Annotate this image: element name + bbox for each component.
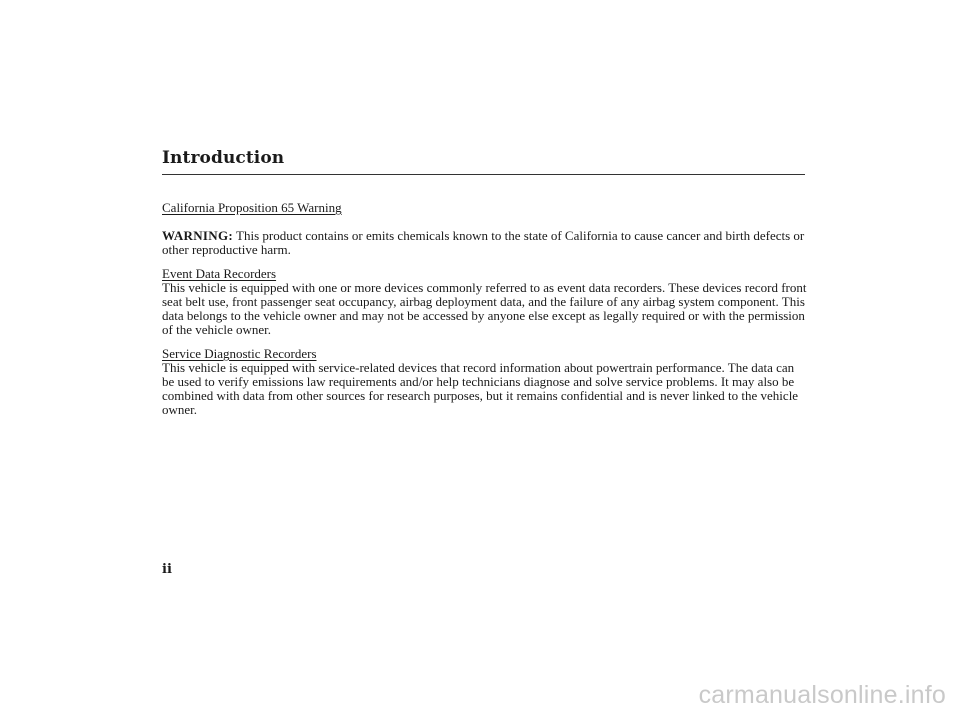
title-divider [162,174,805,175]
page-number: ii [162,562,172,577]
warning-text: This product contains or emits chemicals known to the state of California to cause cancer and birth defects or other reproductive harm. [162,228,805,257]
edr-body: This vehicle is equipped with one or more devices commonly referred to as event data recorders. These devices record front seat belt use, front passenger seat occupancy, airbag deployment data, and the failure of any airbag system component. This data belongs to the vehicle owner and may not be accessed by anyone else except as legally required or with the permission of the vehicle owner. [162,280,807,337]
page-title: Introduction [162,148,285,168]
prop65-heading: California Proposition 65 Warning [162,200,342,215]
page-content [162,201,807,417]
watermark: carmanualsonline.info [698,681,946,709]
sdr-heading: Service Diagnostic Recorders [162,346,317,361]
spacer [162,215,807,229]
sdr-body: This vehicle is equipped with service-related devices that record information about powertrain performance. The data can be used to verify emissions law requirements and/or help technicians diagnose and solve service problems. It may also be combined with data from other sources for research purposes, but it remains confidential and is never linked to the vehicle owner. [162,360,799,417]
edr-heading: Event Data Recorders [162,266,277,281]
prop65-warning [162,229,807,257]
warning-label: WARNING: [162,228,234,243]
